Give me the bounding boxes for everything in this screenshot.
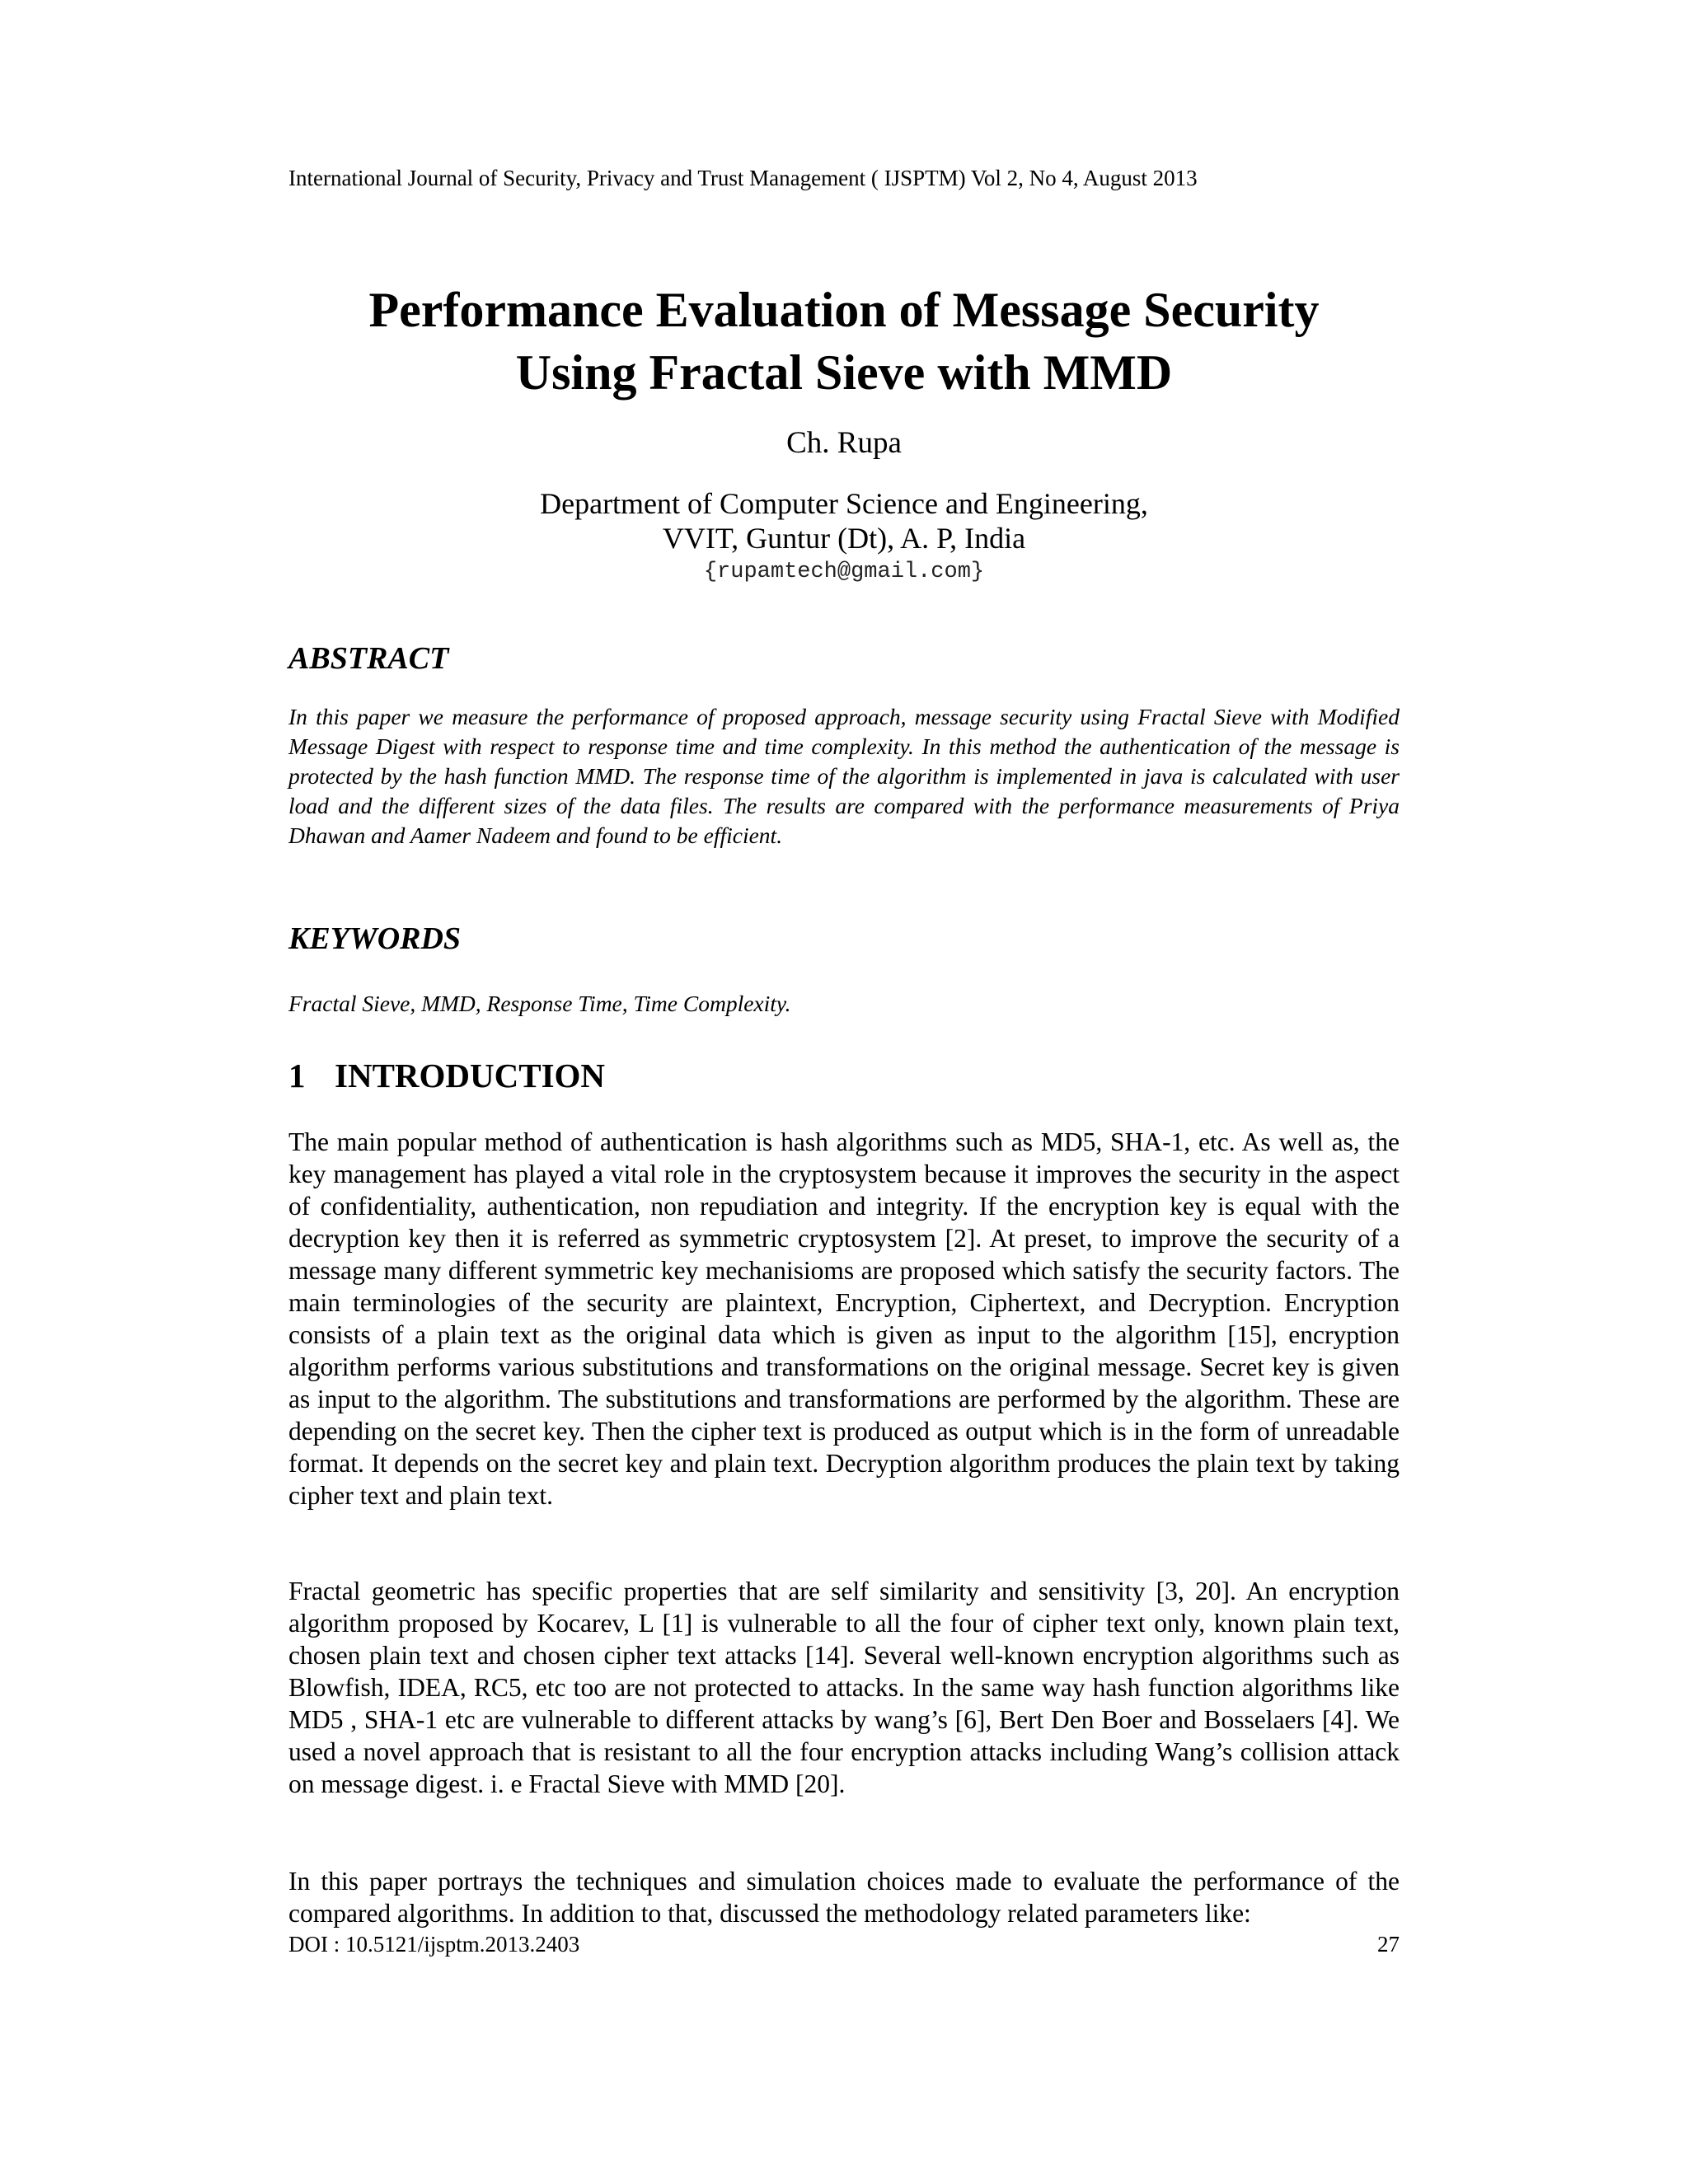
- section-title: INTRODUCTION: [335, 1057, 606, 1094]
- author-affiliation: [247, 486, 1441, 555]
- intro-paragraph-3: In this paper portrays the techniques and simulation choices made to evaluate the performance of the compared algorithms. In addition to that, discussed the methodology related parameters like:: [288, 1867, 1400, 1928]
- section-number: 1: [288, 1057, 306, 1094]
- affiliation-line-1: Department of Computer Science and Engineering,: [540, 487, 1148, 520]
- page-number: 27: [1377, 1932, 1400, 1957]
- paper-title: [247, 279, 1441, 404]
- introduction-heading: [288, 1055, 1400, 1096]
- author-name: Ch. Rupa: [786, 426, 902, 460]
- author-email: {rupamtech@gmail.com}: [703, 560, 985, 584]
- running-header: International Journal of Security, Privacy and Trust Management ( IJSPTM) Vol 2, No 4, August 2013: [288, 166, 1198, 190]
- intro-paragraph-1: The main popular method of authentication is hash algorithms such as MD5, SHA-1, etc. As well as, the key management has played a vital role in the cryptosystem because it improves the security in the aspect of confidentiality, authentication, non repudiation and integrity. If the encryption key is equal with the decryption key then it is referred as symmetric cryptosystem [2]. At preset, to improve the security of a message many different symmetric key mechanisioms are proposed which satisfy the security factors. The main terminologies of the security are plaintext, Encryption, Ciphertext, and Decryption. Encryption consists of a plain text as the original data which is given as input to the algorithm [15], encryption algorithm performs various substitutions and transformations on the original message. Secret key is given as input to the algorithm. The substitutions and transformations are performed by the algorithm. These are depending on the secret key. Then the cipher text is produced as output which is in the form of unreadable format. It depends on the secret key and plain text. Decryption algorithm produces the plain text by taking cipher text and plain text.: [288, 1127, 1400, 1510]
- keywords-heading: KEYWORDS: [288, 921, 462, 956]
- abstract-text: In this paper we measure the performance of proposed approach, message security using Fractal Sieve with Modified Message Digest with respect to response time and time complexity. In this method the authentication of the message is protected by the hash function MMD. The response time of the algorithm is implemented in java is calculated with user load and the different sizes of the data files. The results are compared with the performance measurements of Priya Dhawan and Aamer Nadeem and found to be efficient.: [288, 704, 1400, 848]
- intro-paragraph-2: Fractal geometric has specific properties that are self similarity and sensitivity [3, 20]. An encryption algorithm proposed by Kocarev, L [1] is vulnerable to all the four of cipher text only, known plain text, chosen plain text and chosen cipher text attacks [14]. Several well-known encryption algorithms such as Blowfish, IDEA, RC5, etc too are not protected to attacks. In the same way hash function algorithms like MD5 , SHA-1 etc are vulnerable to different attacks by wang’s [6], Bert Den Boer and Bosselaers [4]. We used a novel approach that is resistant to all the four encryption attacks including Wang’s collision attack on message digest. i. e Fractal Sieve with MMD [20].: [288, 1577, 1400, 1798]
- footer-doi: DOI : 10.5121/ijsptm.2013.2403: [288, 1932, 580, 1957]
- affiliation-line-2: VVIT, Guntur (Dt), A. P, India: [662, 522, 1026, 555]
- abstract-heading: ABSTRACT: [288, 641, 449, 676]
- keywords-text: Fractal Sieve, MMD, Response Time, Time Complexity.: [288, 991, 791, 1016]
- title-line-1: Performance Evaluation of Message Security: [368, 283, 1320, 337]
- title-line-2: Using Fractal Sieve with MMD: [515, 345, 1173, 400]
